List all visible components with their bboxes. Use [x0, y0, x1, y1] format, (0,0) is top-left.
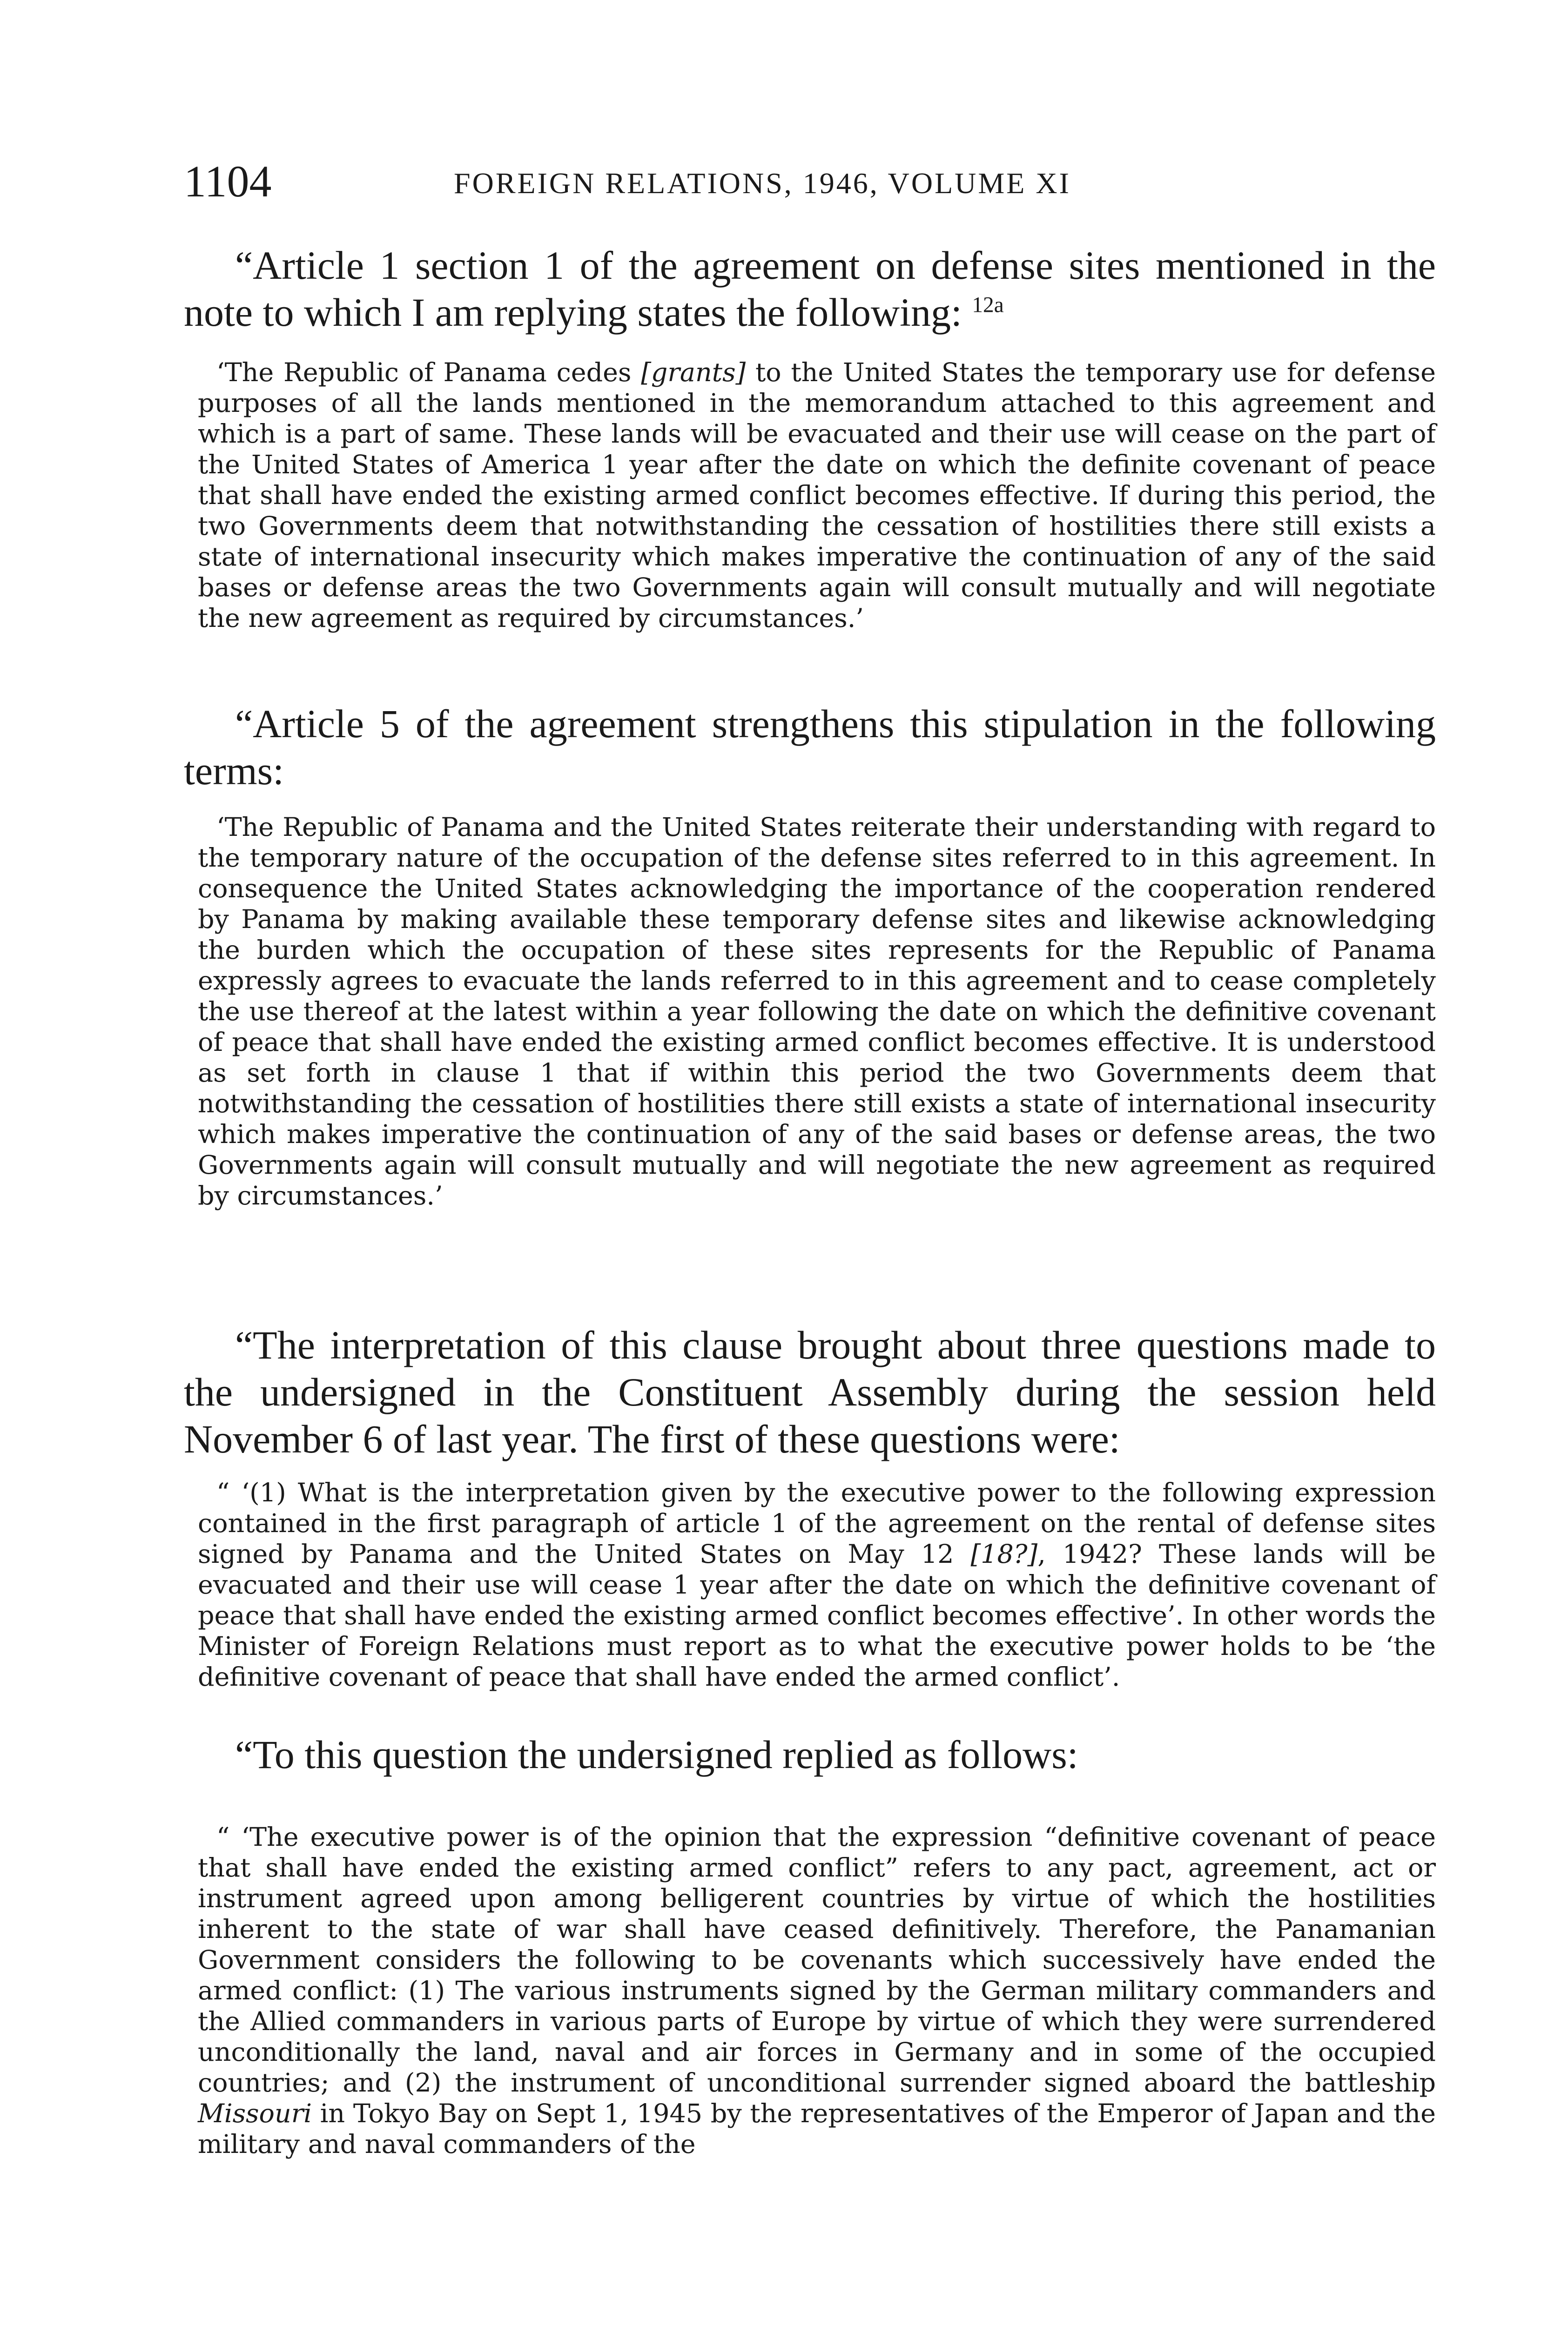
bracketed-grants: [grants] — [641, 357, 746, 388]
ship-name: Missouri — [198, 2098, 312, 2129]
page-header — [184, 158, 1436, 205]
running-title: FOREIGN RELATIONS, 1946, VOLUME XI — [454, 167, 1071, 200]
paragraph-interpretation: “The interpretation of this clause brought about three questions made to the undersigned in the Constituent Assembly during the session held November 6 of last year. The first of these questions were: — [184, 1323, 1436, 1461]
paragraph-reply-intro: “To this question the undersigned replied as follows: — [235, 1732, 1078, 1777]
quote-article-1: ‘The Republic of Panama cedes [grants] to the United States the temporary use for defense purposes of all the lands mentioned in the memorandum attached to this agreement and which is a part of same. These lands will be evacuated and their use will cease on the part of the United States of America 1 year after the date on which the definite covenant of peace that shall have ended the existing armed conflict becomes effective. If during this period, the two Governments deem that notwithstanding the cessation of hostilities there still exists a state of international insecurity which makes imperative the continuation of any of the said bases or defense areas the two Governments again will consult mutually and will negotiate the new agreement as required by circumstances.’ — [198, 357, 1436, 633]
quote-article-5: ‘The Republic of Panama and the United States reiterate their understanding with regard to the temporary nature of the occupation of the defense sites referred to in this agreement. In consequence the United States acknowledging the importance of the cooperation rendered by Panama by making available these temporary defense sites and likewise acknowledging the burden which the occupation of these sites represents for the Republic of Panama expressly agrees to evacuate the lands referred to in this agreement and to cease completely the use thereof at the latest within a year following the date on which the definitive covenant of peace that shall have ended the existing armed conflict becomes effective. It is understood as set forth in clause 1 that if within this period the two Governments deem that notwithstanding the cessation of hostilities there still exists a state of international insecurity which makes imperative the continuation of any of the said bases or defense areas, the two Governments again will consult mutually and will negotiate the new agreement as required by circumstances.’ — [198, 812, 1436, 1211]
bracketed-date: [18?] — [970, 1539, 1038, 1569]
paragraph-article-5-intro: “Article 5 of the agreement strengthens this stipulation in the following terms: — [184, 701, 1436, 793]
quote-question-1: “ ‘(1) What is the interpretation given by the executive power to the following expression contained in the first paragraph of article 1 of the agreement on the rental of defense sites signed by Panama and the United States on May 12 [18?], 1942? These lands will be evacuated and their use will cease 1 year after the date on which the definitive covenant of peace that shall have ended the existing armed conflict becomes effective’. In other words the Minister of Foreign Relations must report as to what the executive power holds to be ‘the definitive covenant of peace that shall have ended the armed conflict’. — [198, 1478, 1436, 1692]
quote-reply: “ ‘The executive power is of the opinion that the expression “definitive covenant of peace that shall have ended the existing armed conflict” refers to any pact, agreement, act or instrument agreed upon among belligerent countries by virtue of which the hostilities inherent to the state of war shall have ceased definitively. Therefore, the Panamanian Government considers the following to be covenants which successively have ended the armed conflict: (1) The various instruments signed by the German military commanders and the Allied commanders in various parts of Europe by virtue of which they were surrendered unconditionally the land, naval and air forces in Germany and in some of the occupied countries; and (2) the instrument of unconditional surrender signed aboard the battleship Missouri in Tokyo Bay on Sept 1, 1945 by the representatives of the Emperor of Japan and the military and naval commanders of the — [198, 1822, 1436, 2159]
page-number: 1104 — [184, 156, 272, 206]
paragraph-article-1-intro: “Article 1 section 1 of the agreement on defense sites mentioned in the note to which I am replying states the following: $^{12a}$ — [184, 243, 1436, 335]
footnote-ref-12a[interactable]: 12a — [972, 293, 1004, 317]
